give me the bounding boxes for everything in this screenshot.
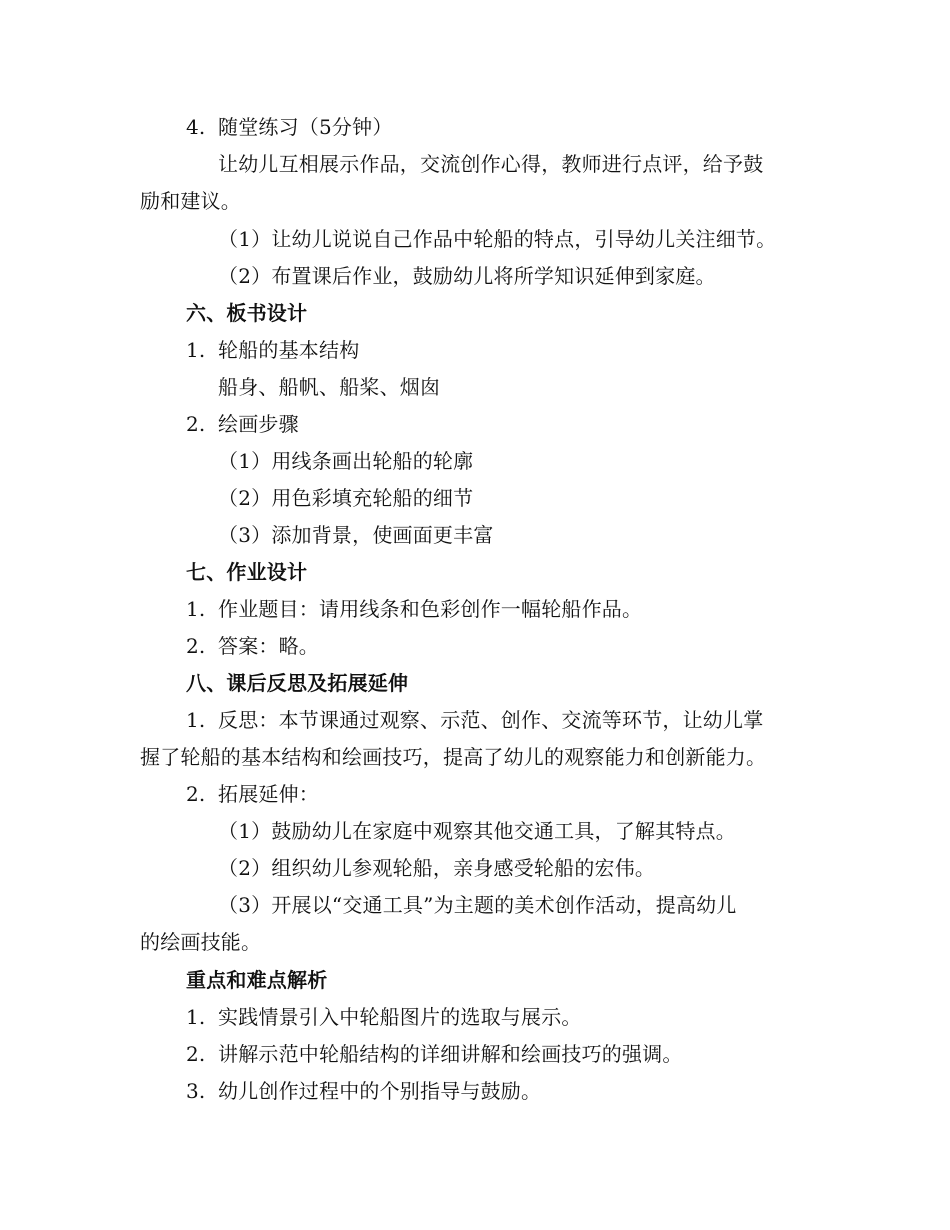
list-item [186,410,299,438]
item-number: 2. [186,634,206,658]
list-item [186,706,763,734]
paragraph-line: 让幼儿互相展示作品，交流创作心得，教师进行点评，给予鼓 [218,152,764,176]
item-text: 答案：略。 [218,634,319,658]
list-item [186,780,319,808]
list-item [186,1077,541,1105]
list-item [186,1040,683,1068]
item-number: 3. [186,1079,206,1103]
list-item [186,336,359,364]
item-number: 1. [186,1005,206,1029]
list-item [186,632,319,660]
item-text: 轮船的基本结构 [218,338,360,362]
item-text: 拓展延伸： [218,782,319,806]
item-number: 2. [186,1042,206,1066]
item-text: 反思：本节课通过观察、示范、创作、交流等环节，让幼儿掌 [218,708,764,732]
list-item [186,1003,582,1031]
item-text: 绘画步骤 [218,412,299,436]
item-number: 2. [186,782,206,806]
list-item [186,595,642,623]
item-number: 1. [186,597,206,621]
item-number: 1. [186,708,206,732]
section-heading: 七、作业设计 [186,560,308,584]
section-heading: 重点和难点解析 [186,968,328,992]
paragraph-line: 握了轮船的基本结构和绘画技巧，提高了幼儿的观察能力和创新能力。 [140,745,767,769]
item-title: 随堂练习（5分钟） [218,115,393,139]
sub-item: （2）用色彩填充轮船的细节 [218,486,474,510]
item-text: 幼儿创作过程中的个别指导与鼓励。 [218,1079,542,1103]
sub-item: （2）组织幼儿参观轮船，亲身感受轮船的宏伟。 [218,856,656,880]
sub-item: （1）鼓励幼儿在家庭中观察其他交通工具，了解其特点。 [218,819,736,843]
section-heading: 六、板书设计 [186,301,308,325]
sub-item: （1）让幼儿说说自己作品中轮船的特点，引导幼儿关注细节。 [218,227,777,251]
sub-item: （3）添加背景，使画面更丰富 [218,523,494,547]
sub-item: （1）用线条画出轮船的轮廓 [218,449,474,473]
paragraph-line: 的绘画技能。 [140,930,262,954]
item-number: 2. [186,412,206,436]
item-number: 1. [186,338,206,362]
item-number: 4. [186,115,206,139]
sub-item: （2）布置课后作业，鼓励幼儿将所学知识延伸到家庭。 [218,264,716,288]
item-detail: 船身、船帆、船桨、烟囱 [218,375,441,399]
item-text: 作业题目：请用线条和色彩创作一幅轮船作品。 [218,597,643,621]
item-text: 讲解示范中轮船结构的详细讲解和绘画技巧的强调。 [218,1042,683,1066]
item-text: 实践情景引入中轮船图片的选取与展示。 [218,1005,582,1029]
section-heading: 八、课后反思及拓展延伸 [186,671,409,695]
paragraph-line: 励和建议。 [140,189,241,213]
item-4-practice [186,113,393,141]
sub-item: （3）开展以“交通工具”为主题的美术创作活动，提高幼儿 [218,893,737,917]
